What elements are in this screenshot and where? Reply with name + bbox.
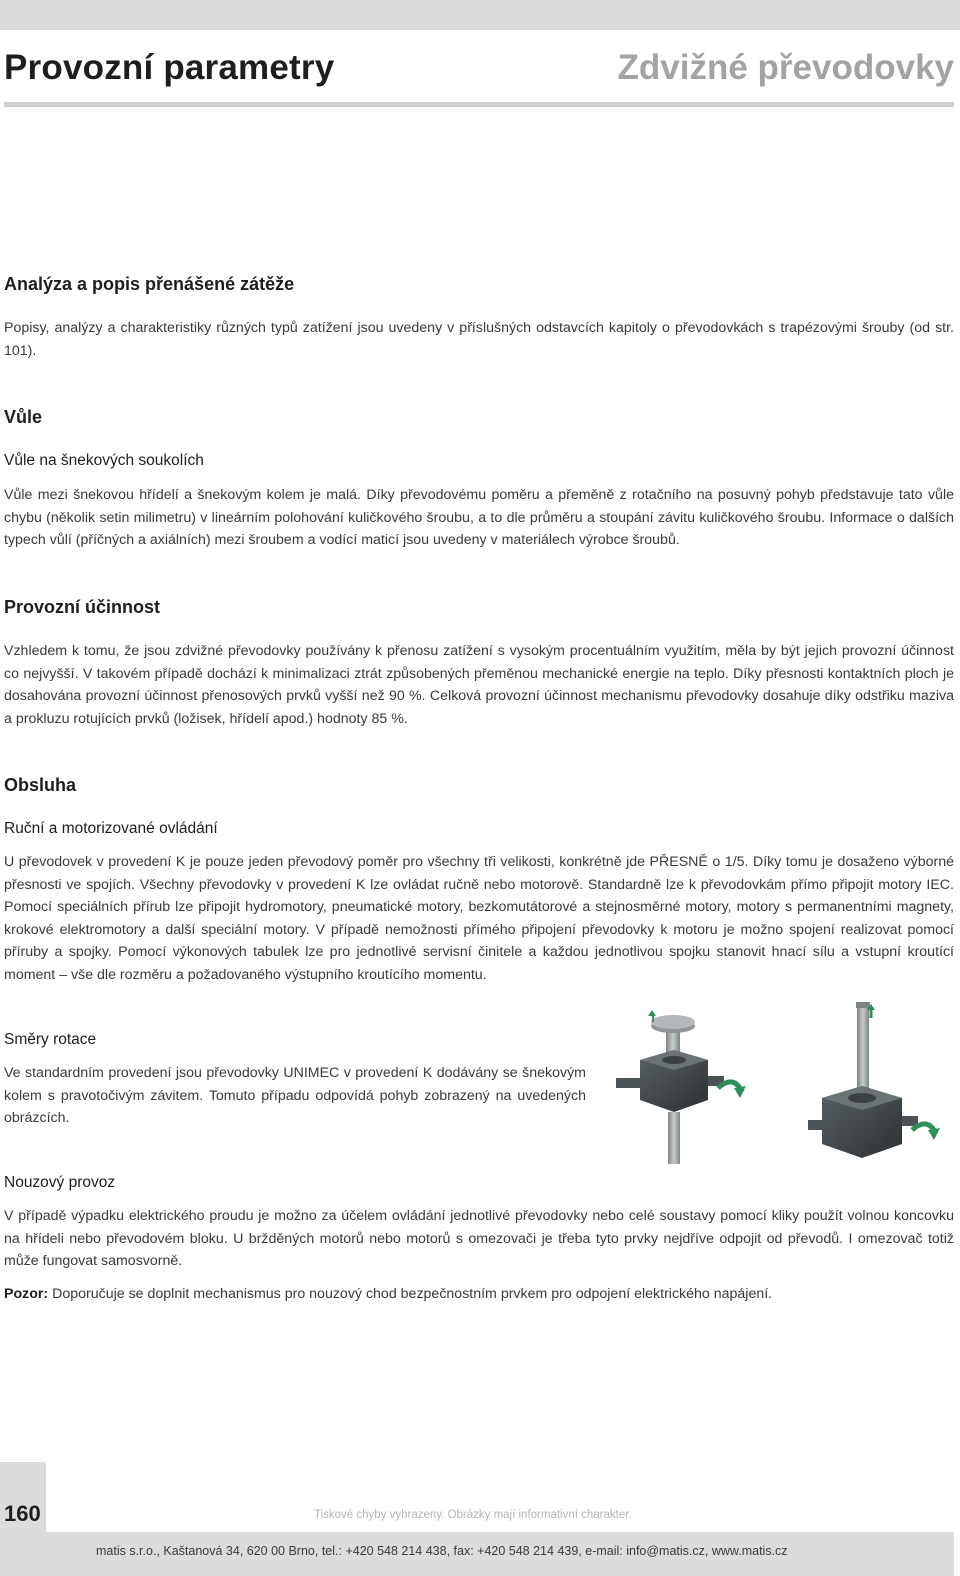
- screw-jack-left-icon: [616, 1010, 746, 1164]
- page-number: 160: [4, 1501, 41, 1526]
- section-heading-load: Analýza a popis přenášené zátěže: [4, 274, 295, 294]
- page-title: Provozní parametry: [4, 48, 335, 87]
- paragraph-load: Popisy, analýzy a charakteristiky různých typů zatížení jsou uvedeny v příslušných odstavcích kapitoly o převodovkách s trapézovými šrouby (od str. 101).: [4, 320, 954, 359]
- section-heading-backlash: Vůle: [4, 407, 43, 427]
- paragraph-backlash: Vůle mezi šnekovou hřídelí a šnekovým kolem je malá. Díky převodovému poměru a přeměně z rotačního na posuvný pohyb představuje tato vůle chybu (několik setin milimetru) v lineárním polohování kuličkového šroubu, a to dle průměru a stoupání závitu kuličkového šroubu. Informace o dalších typech vůlí (příčných a axiálních) mezi šroubem a vodící maticí jsou uvedeny v materiálech výrobce šroubů.: [4, 487, 954, 548]
- subheading-worm-backlash: Vůle na šnekových soukolích: [4, 452, 204, 469]
- disclaimer: Tiskové chyby vyhrazeny. Obrázky mají informativní charakter.: [314, 1509, 632, 1521]
- subheading-rotation: Směry rotace: [4, 1031, 97, 1048]
- screw-jack-right-icon: [808, 1002, 940, 1158]
- chapter-title: Zdvižné převodovky: [617, 48, 954, 87]
- paragraph-efficiency: Vzhledem k tomu, že jsou zdvižné převodovky používány k přenosu zatížení s vysokým procentuálním využitím, měla by být jejich provozní účinnost co nejvyšší. V takovém případě dochází k minimalizaci ztrát způsobených přeměnou mechanické energie na teplo. Díky přesnosti kontaktních ploch je dosahována provozní účinnost přenosových prvků vyšší než 90 %. Celková provozní účinnost mechanismu převodovky dosahuje díky odstřiku maziva a prokluzu rotujících prvků (ložisek, hřídelí apod.) hodnoty 85 %.: [4, 643, 954, 727]
- screw-jack-rotation-icon: [612, 998, 960, 1174]
- section-heading-operation: Obsluha: [4, 775, 77, 795]
- subheading-manual-motor-control: Ruční a motorizované ovládání: [4, 820, 218, 837]
- top-band: [0, 0, 960, 30]
- paragraph-operation: U převodovek v provedení K je pouze jeden převodový poměr pro všechny tři velikosti, konkrétně jde PŘESNĚ o 1/5. Díky tomu je dosaženo výborné přesnosti ve spojích. Všechny převodovky v provedení K lze ovládat ručně nebo motorově. Standardně lze k převodovkám přímo připojit motory IEC. Pomocí speciálních přírub lze připojit hydromotory, pneumatické motory, bezkomutátorové a stejnosměrné motory, motory s permanentními magnety, krokové elektromotory a další speciální motory. V případě nemožnosti přímého připojení převodovky k motoru je možno spojení realizovat pomocí příruby a spojky. Pomocí výkonových tabulek lze pro jednotlivé servisní činitele a každou jednotlivou spojku stanovit hnací sílu a vstupní kroutící moment – vše dle rozměru a požadovaného výstupního kroutícího momentu.: [4, 854, 954, 983]
- warning-text: Doporučuje se doplnit mechanismus pro nouzový chod bezpečnostním prvkem pro odpojení elektrického napájení.: [48, 1286, 773, 1302]
- warning-note: [4, 1283, 954, 1306]
- subheading-emergency: Nouzový provoz: [4, 1174, 116, 1191]
- company-address: matis s.r.o., Kaštanová 34, 620 00 Brno, tel.: +420 548 214 438, fax: +420 548 214 439, e-mail: info@matis.cz, www.matis.cz: [96, 1544, 788, 1558]
- section-heading-efficiency: Provozní účinnost: [4, 597, 161, 617]
- header-divider: [4, 102, 954, 107]
- warning-label: Pozor:: [4, 1286, 49, 1302]
- paragraph-emergency: V případě výpadku elektrického proudu je možno za účelem ovládání jednotlivé převodovky nebo celé soustavy pomocí kliky použít volnou koncovku na hřídeli nebo převodovém bloku. U bržděných motorů nebo motorů s omezovači je třeba tyto prvky nejdříve odpojit od převodů. I omezovač totiž může fungovat samosvorně.: [4, 1208, 954, 1269]
- screw-jack-figure: [612, 998, 960, 1174]
- paragraph-rotation: Ve standardním provedení jsou převodovky UNIMEC v provedení K dodávány se šnekovým kolem s pravotočivým závitem. Tomuto případu odpovídá pohyb zobrazený na uvedených obrázcích.: [4, 1065, 586, 1126]
